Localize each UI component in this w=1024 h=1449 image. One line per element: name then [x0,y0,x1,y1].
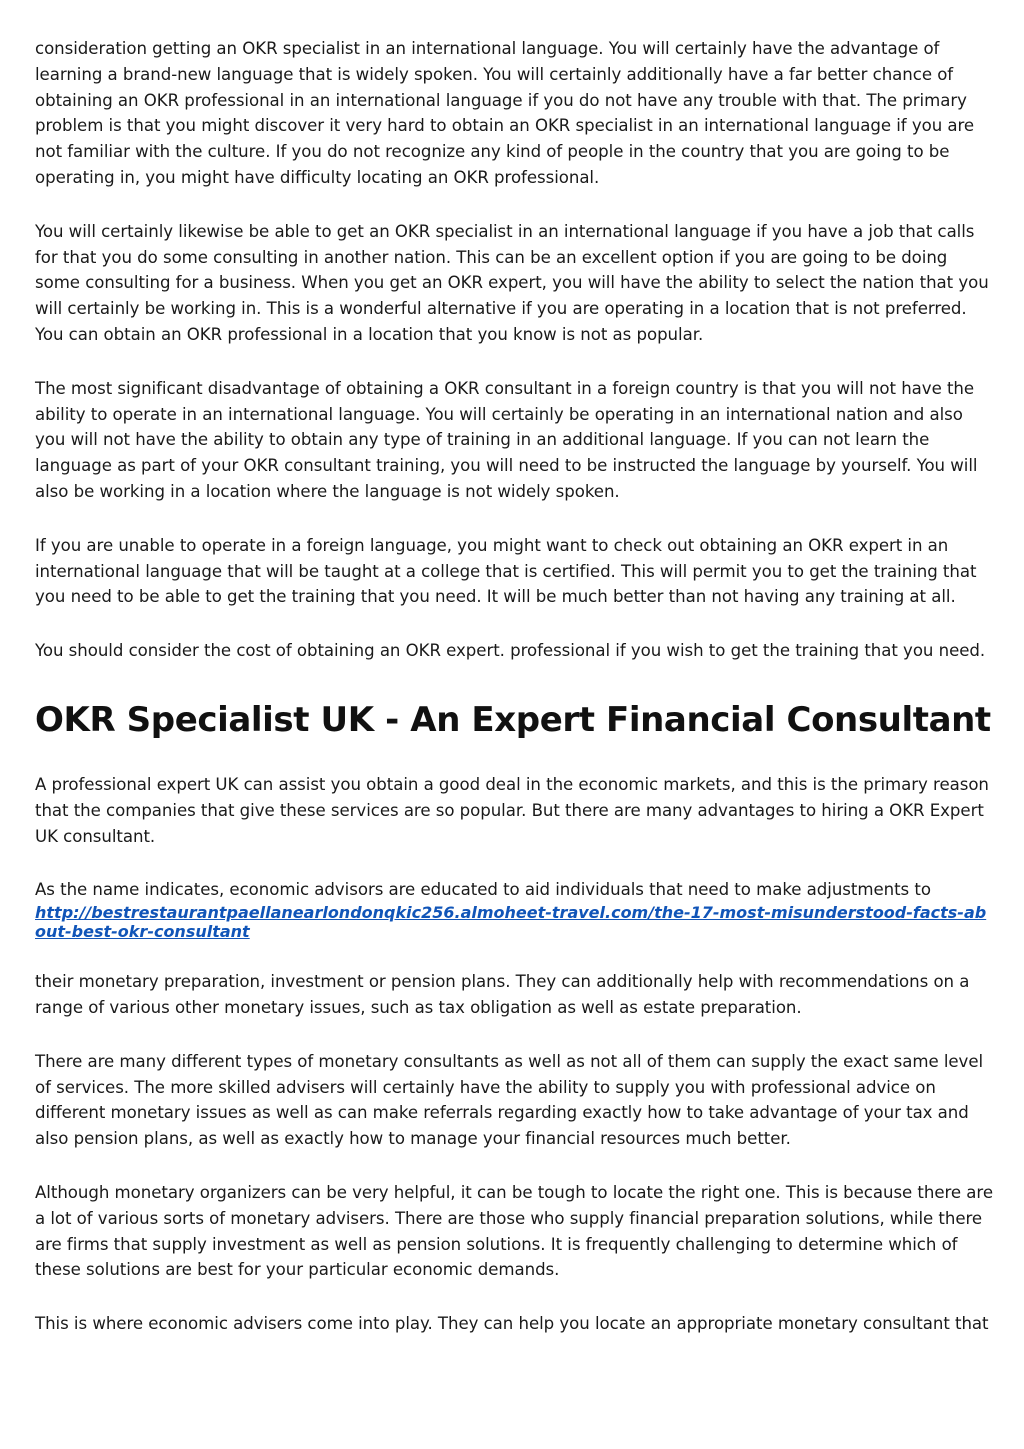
paragraph: You should consider the cost of obtaining an OKR expert. professional if you wish to get the training that you need. [35,641,986,661]
paragraph: consideration getting an OKR specialist in an international language. You will certainly have the advantage of learning a brand-new language that is widely spoken. You will certainly additionally have a far better chance of obtaining an OKR professional in an international language if you do not have any trouble with that. The primary problem is that you might discover it very hard to obtain an OKR specialist in an international language if you are not familiar with the culture. If you do not recognize any kind of people in the country that you are going to be operating in, you might have difficulty locating an OKR professional. [35,39,975,187]
paragraph: The most significant disadvantage of obtaining a OKR consultant in a foreign country is that you will not have the ability to operate in an international language. You will certainly be operating in an international nation and also you will not have the ability to obtain any type of training in an additional language. If you can not learn the language as part of your OKR consultant training, you will need to be instructed the language by yourself. You will also be working in a location where the language is not widely spoken. [35,378,978,501]
link-lead-text: As the name indicates, economic advisors are educated to aid individuals that need to make adjustments to [35,880,931,900]
article-body [35,36,997,1365]
paragraph: their monetary preparation, investment or pension plans. They can additionally help with recommendations on a range of various other monetary issues, such as tax obligation as well as estate preparation. [35,972,970,1017]
intro-paragraph: A professional expert UK can assist you obtain a good deal in the economic markets, and this is the primary reason that the companies that give these services are so popular. But there are many advantages to hiring a OKR Expert UK consultant. [35,774,989,846]
paragraph: You will certainly likewise be able to get an OKR specialist in an international language if you have a job that calls for that you do some consulting in another nation. This can be an excellent option if you are going to be doing some consulting for a business. When you get an OKR expert, you will have the ability to select the nation that you will certainly be working in. This is a wonderful alternative if you are operating in a location that is not preferred. You can obtain an OKR professional in a location that you know is not as popular. [35,221,989,344]
section-heading: OKR Specialist UK - An Expert Financial Consultant [35,699,991,740]
paragraph: If you are unable to operate in a foreign language, you might want to check out obtaining an OKR expert in an international language that will be taught at a college that is certified. This will permit you to get the training that you need to be able to get the training that you need. It will be much better than not having any training at all. [35,535,977,607]
article-link[interactable]: http://bestrestaurantpaellanearlondonqkic256.almoheet-travel.com/the-17-most-misunderstood-facts-about-best-okr-consultant [35,903,987,942]
paragraph: This is where economic advisers come into play. They can help you locate an appropriate monetary consultant that [35,1314,989,1334]
paragraph: Although monetary organizers can be very helpful, it can be tough to locate the right one. This is because there are a lot of various sorts of monetary advisers. There are those who supply financial preparation solutions, while there are firms that supply investment as well as pension solutions. It is frequently challenging to determine which of these solutions are best for your particular economic demands. [35,1182,993,1280]
paragraph: There are many different types of monetary consultants as well as not all of them can supply the exact same level of services. The more skilled advisers will certainly have the ability to supply you with professional advice on different monetary issues as well as can make referrals regarding exactly how to take advantage of your tax and also pension plans, as well as exactly how to manage your financial resources much better. [35,1051,984,1149]
link-paragraph [35,877,997,941]
